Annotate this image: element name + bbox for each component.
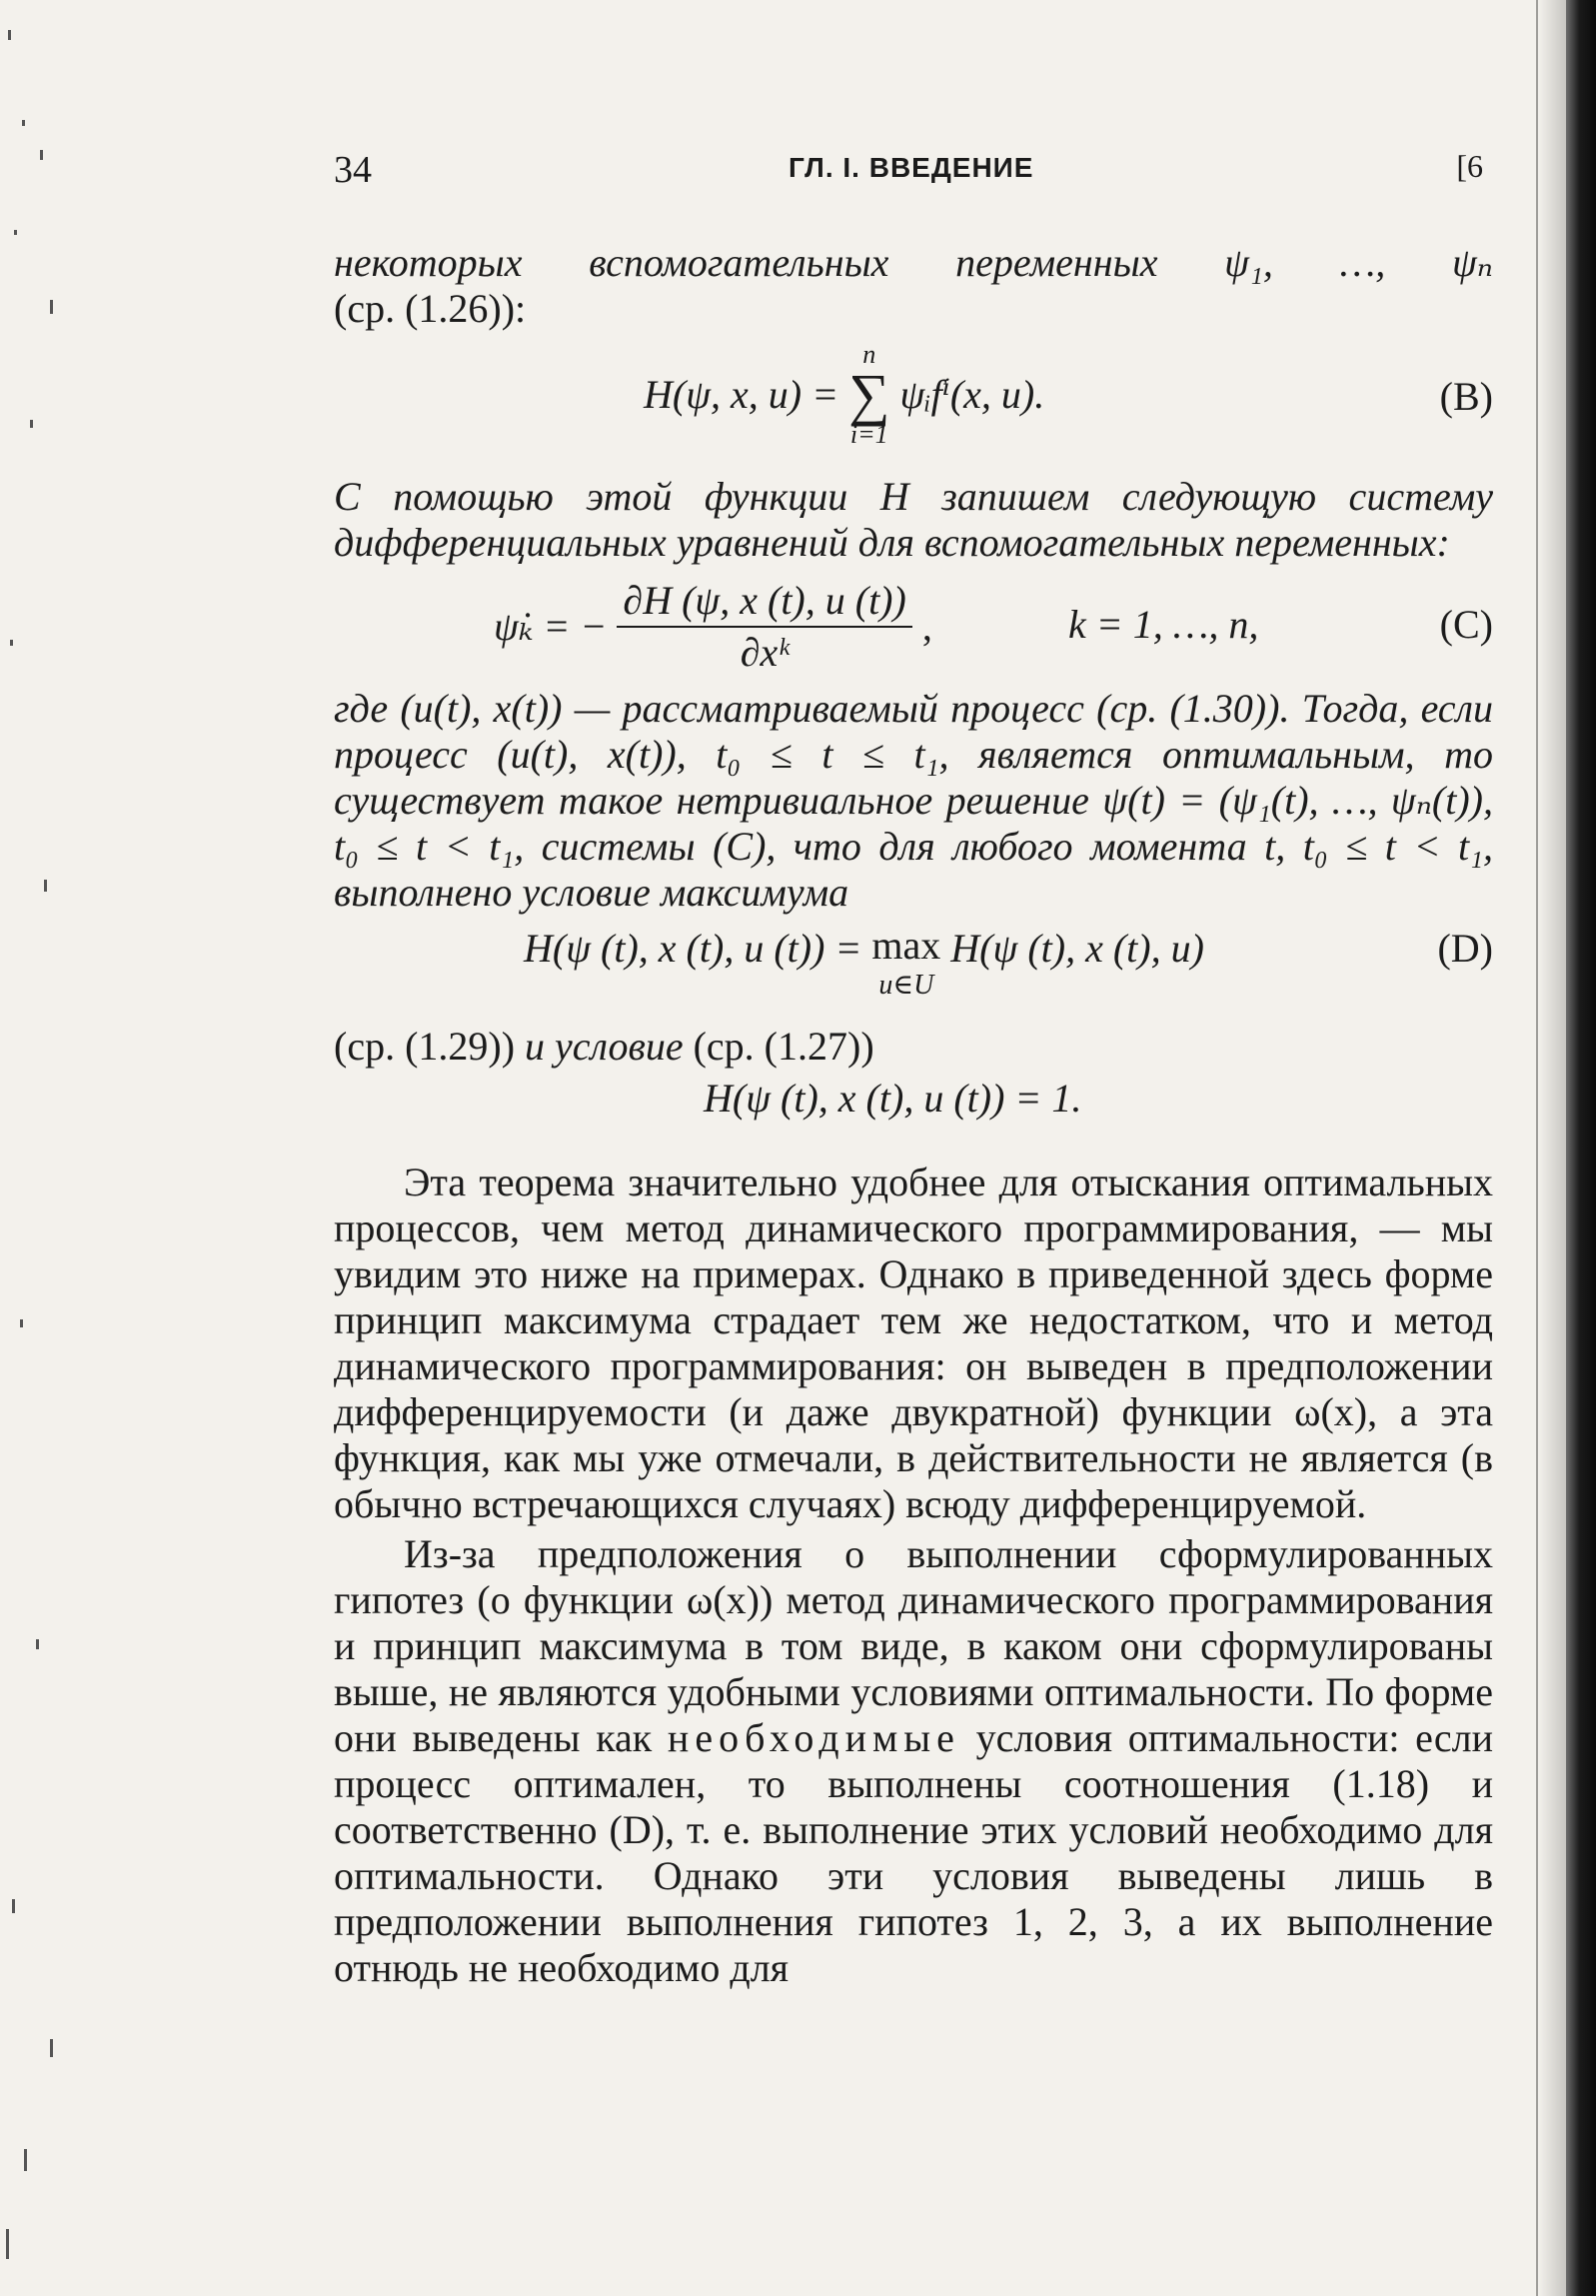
formula-B (334, 336, 1493, 456)
formula-D-rhs: H(ψ (t), x (t), u) (950, 926, 1204, 971)
formula-B-label: (B) (1439, 374, 1493, 419)
formula-C-lhs: ψ̇ₖ = − (494, 604, 608, 649)
paragraph-3 (334, 1531, 1493, 1991)
paragraph-3-before: Из-за предположения о выполнении сформулированных гипотез (о функции ω(x)) метод динамического программирования и принцип максимума в том виде, в каком они сформулированы выше, не являются удобными условиями оптимальности. По форме они выведены как (334, 1531, 1493, 1760)
formula-D (334, 920, 1493, 1020)
max-word: max (871, 923, 941, 968)
sum-lower-limit: i=1 (849, 420, 888, 449)
formula-C-comma: , (921, 604, 932, 649)
formula-B-rhs: ψᵢfⁱ(x, u). (899, 372, 1045, 417)
page-edge-specks (0, 0, 70, 2296)
intro-line-1: некоторых вспомогательных переменных ψ₁, …, ψₙ (334, 240, 1493, 285)
paragraph-2: Эта теорема значительно удобнее для отыскания оптимальных процессов, чем метод динамического программирования, — мы увидим это ниже на примерах. Однако в приведенной здесь форме принцип максимума страдает тем же недостатком, что и метод динамического программирования: он выведен в предположении дифференцируемости (и даже двукратной) функции ω(x), а эта функция, как мы уже отмечали, в действительности не является (в обычно встречающихся случаях) всюду дифференцируемой. (334, 1159, 1493, 1526)
after-D-ref-2: (ср. (1.27)) (693, 1024, 874, 1069)
after-D-condition: и условие (525, 1024, 684, 1069)
formula-C (334, 574, 1493, 678)
paragraph-theorem: где (u(t), x(t)) — рассматриваемый процесс (ср. (1.30)). Тогда, если процесс (u(t), x(t)), t₀ ≤ t ≤ t₁, является оптимальным, то существует такое нетривиальное решение ψ(t) = (ψ₁(t), …, ψₙ(t)), t₀ ≤ t < t₁, системы (C), что для любого момента t, t₀ ≤ t < t₁, выполнено условие максимума (334, 686, 1493, 915)
sum-sigma: ∑ (848, 362, 890, 427)
partial-derivative-fraction (617, 578, 911, 676)
formula-D-label: (D) (1437, 926, 1493, 971)
sum-upper-limit: n (862, 340, 876, 369)
sum-operator (848, 342, 889, 448)
paragraph-3-after: условия оптимальности: если процесс оптимален, то выполнены соотношения (1.18) и соответственно (D), т. е. выполнение этих условий необходимо для оптимальности. Однако эти условия выведены лишь в предположении выполнения гипотез 1, 2, 3, а их выполнение отнюдь не необходимо для (334, 1715, 1494, 1990)
chapter-title: ГЛ. I. ВВЕДЕНИЕ (789, 152, 1034, 183)
after-D-ref-1: (ср. (1.29)) (334, 1024, 516, 1069)
after-formula-D (334, 1024, 1493, 1070)
section-number: [6 (1456, 148, 1483, 184)
intro-line-2: (ср. (1.26)): (334, 286, 527, 331)
max-operator (871, 923, 941, 1001)
formula-C-label: (C) (1439, 602, 1493, 647)
formula-D-lhs: H(ψ (t), x (t), u (t)) = (524, 926, 862, 971)
running-head (334, 140, 1493, 190)
max-subscript: u∈U (878, 970, 934, 1001)
paragraph-system: С помощью этой функции H запишем следующую систему дифференциальных уравнений для вспомогательных переменных: (334, 474, 1493, 565)
fraction-numerator: ∂H (ψ, x (t), u (t)) (617, 578, 911, 628)
formula-B-lhs: H(ψ, x, u) = (644, 372, 839, 417)
formula-E (334, 1076, 1493, 1136)
book-spine-edge (1566, 0, 1596, 2296)
page-content (334, 140, 1493, 1991)
fraction-denominator: ∂xᵏ (740, 630, 790, 675)
paragraph-3-emphasis: необходимые (667, 1715, 960, 1760)
gutter-shadow (1538, 0, 1566, 2296)
formula-E-text: H(ψ (t), x (t), u (t)) = 1. (704, 1076, 1082, 1121)
page-number: 34 (334, 149, 372, 191)
formula-C-range: k = 1, …, n, (1068, 602, 1259, 647)
